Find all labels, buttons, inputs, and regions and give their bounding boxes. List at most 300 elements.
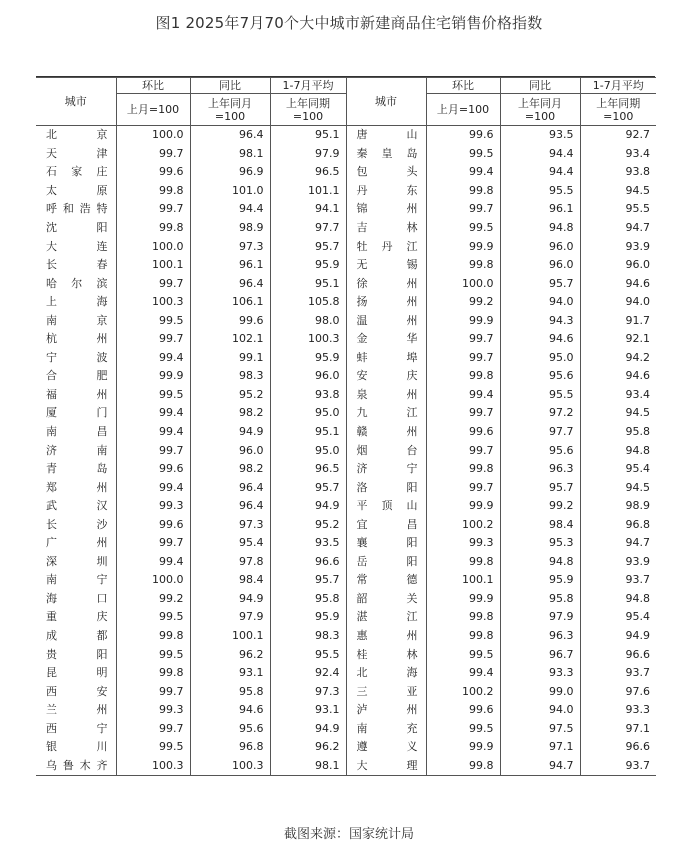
ytd-avg-index-value: 96.5 xyxy=(270,163,346,182)
yoy-index-value: 95.7 xyxy=(500,478,580,497)
ytd-avg-index-value: 95.0 xyxy=(270,441,346,460)
header-avg-right: 1-7月平均 xyxy=(580,78,656,94)
source-caption: 截图来源：国家统计局 xyxy=(283,827,414,842)
yoy-index-value: 94.6 xyxy=(500,330,580,349)
city-name: 南昌 xyxy=(46,425,108,439)
table-row xyxy=(36,590,656,609)
city-name: 宜昌 xyxy=(346,515,426,534)
city-name: 南京 xyxy=(46,313,108,327)
mom-index-value: 99.8 xyxy=(426,460,500,479)
ytd-avg-index-value: 94.7 xyxy=(580,219,656,238)
ytd-avg-index-value: 95.7 xyxy=(270,571,346,590)
table-row xyxy=(36,256,656,275)
yoy-index-value: 96.0 xyxy=(500,256,580,275)
ytd-avg-index-value: 98.0 xyxy=(270,311,346,330)
city-name: 徐州 xyxy=(346,274,426,293)
table-row xyxy=(36,738,656,757)
yoy-index-value: 98.9 xyxy=(190,219,270,238)
yoy-index-value: 94.9 xyxy=(190,590,270,609)
mom-index-value: 99.8 xyxy=(426,757,500,776)
yoy-index-value: 94.9 xyxy=(190,423,270,442)
yoy-index-value: 101.0 xyxy=(190,182,270,201)
mom-index-value: 99.4 xyxy=(426,163,500,182)
ytd-avg-index-value: 96.0 xyxy=(270,367,346,386)
yoy-index-value: 93.3 xyxy=(500,664,580,683)
yoy-index-value: 94.0 xyxy=(500,701,580,720)
mom-index-value: 99.7 xyxy=(426,441,500,460)
city-name: 常德 xyxy=(346,571,426,590)
yoy-index-value: 96.3 xyxy=(500,627,580,646)
subheader-avg-right: 上年同期=100 xyxy=(580,94,656,126)
table-row xyxy=(36,182,656,201)
ytd-avg-index-value: 95.8 xyxy=(580,423,656,442)
yoy-index-value: 100.3 xyxy=(190,757,270,776)
ytd-avg-index-value: 94.5 xyxy=(580,478,656,497)
ytd-avg-index-value: 97.1 xyxy=(580,720,656,739)
subheader-tongbi-right: 上年同月=100 xyxy=(500,94,580,126)
city-name: 无锡 xyxy=(346,256,426,275)
table-row xyxy=(36,349,656,368)
city-name: 深圳 xyxy=(46,554,108,568)
header-city-right: 城市 xyxy=(346,78,426,126)
mom-index-value: 99.7 xyxy=(116,145,190,164)
mom-index-value: 99.7 xyxy=(426,330,500,349)
city-name: 厦门 xyxy=(46,406,108,420)
ytd-avg-index-value: 96.6 xyxy=(580,645,656,664)
mom-index-value: 99.3 xyxy=(426,534,500,553)
mom-index-value: 99.7 xyxy=(116,441,190,460)
city-name: 广州 xyxy=(46,536,108,550)
mom-index-value: 99.2 xyxy=(116,590,190,609)
ytd-avg-index-value: 96.0 xyxy=(580,256,656,275)
city-name: 上海 xyxy=(46,295,108,309)
mom-index-value: 99.4 xyxy=(116,349,190,368)
ytd-avg-index-value: 98.3 xyxy=(270,627,346,646)
ytd-avg-index-value: 93.8 xyxy=(580,163,656,182)
mom-index-value: 100.0 xyxy=(426,274,500,293)
city-name: 扬州 xyxy=(346,293,426,312)
ytd-avg-index-value: 94.0 xyxy=(580,293,656,312)
city-name: 泉州 xyxy=(346,386,426,405)
table-row xyxy=(36,757,656,776)
mom-index-value: 99.5 xyxy=(116,386,190,405)
page-title: 图1 2025年7月70个大中城市新建商品住宅销售价格指数 xyxy=(155,14,543,32)
table-row xyxy=(36,200,656,219)
yoy-index-value: 99.2 xyxy=(500,497,580,516)
mom-index-value: 100.1 xyxy=(426,571,500,590)
yoy-index-value: 97.2 xyxy=(500,404,580,423)
mom-index-value: 99.4 xyxy=(116,478,190,497)
city-name: 南充 xyxy=(346,720,426,739)
ytd-avg-index-value: 94.5 xyxy=(580,404,656,423)
table-row xyxy=(36,441,656,460)
table-row xyxy=(36,367,656,386)
yoy-index-value: 98.4 xyxy=(190,571,270,590)
ytd-avg-index-value: 95.1 xyxy=(270,274,346,293)
city-name: 天津 xyxy=(46,146,108,160)
mom-index-value: 99.4 xyxy=(116,404,190,423)
mom-index-value: 99.7 xyxy=(116,720,190,739)
yoy-index-value: 94.8 xyxy=(500,553,580,572)
ytd-avg-index-value: 94.5 xyxy=(580,182,656,201)
mom-index-value: 99.7 xyxy=(426,349,500,368)
ytd-avg-index-value: 95.1 xyxy=(270,423,346,442)
mom-index-value: 99.8 xyxy=(426,608,500,627)
city-name: 长沙 xyxy=(46,517,108,531)
mom-index-value: 99.6 xyxy=(426,701,500,720)
city-name: 惠州 xyxy=(346,627,426,646)
city-name: 哈尔滨 xyxy=(46,276,108,290)
ytd-avg-index-value: 100.3 xyxy=(270,330,346,349)
yoy-index-value: 96.7 xyxy=(500,645,580,664)
yoy-index-value: 99.0 xyxy=(500,682,580,701)
yoy-index-value: 94.4 xyxy=(500,145,580,164)
city-name: 杭州 xyxy=(46,332,108,346)
yoy-index-value: 95.6 xyxy=(500,367,580,386)
table-header xyxy=(36,78,656,126)
mom-index-value: 99.7 xyxy=(426,200,500,219)
ytd-avg-index-value: 95.9 xyxy=(270,349,346,368)
table-row xyxy=(36,423,656,442)
table-row xyxy=(36,627,656,646)
city-name: 西宁 xyxy=(46,721,108,735)
yoy-index-value: 97.1 xyxy=(500,738,580,757)
city-name: 包头 xyxy=(346,163,426,182)
mom-index-value: 99.9 xyxy=(116,367,190,386)
table-row xyxy=(36,126,656,145)
header-tongbi-left: 同比 xyxy=(190,78,270,94)
ytd-avg-index-value: 93.7 xyxy=(580,664,656,683)
mom-index-value: 99.5 xyxy=(426,145,500,164)
mom-index-value: 99.8 xyxy=(116,627,190,646)
city-name: 贵阳 xyxy=(46,647,108,661)
ytd-avg-index-value: 95.7 xyxy=(270,478,346,497)
city-name: 泸州 xyxy=(346,701,426,720)
ytd-avg-index-value: 93.8 xyxy=(270,386,346,405)
yoy-index-value: 96.1 xyxy=(190,256,270,275)
yoy-index-value: 96.9 xyxy=(190,163,270,182)
yoy-index-value: 96.3 xyxy=(500,460,580,479)
ytd-avg-index-value: 98.1 xyxy=(270,757,346,776)
yoy-index-value: 95.5 xyxy=(500,386,580,405)
city-name: 武汉 xyxy=(46,499,108,513)
city-name: 银川 xyxy=(46,740,108,754)
mom-index-value: 99.8 xyxy=(116,664,190,683)
yoy-index-value: 95.3 xyxy=(500,534,580,553)
ytd-avg-index-value: 105.8 xyxy=(270,293,346,312)
mom-index-value: 100.1 xyxy=(116,256,190,275)
mom-index-value: 99.8 xyxy=(116,182,190,201)
yoy-index-value: 98.2 xyxy=(190,460,270,479)
yoy-index-value: 94.8 xyxy=(500,219,580,238)
yoy-index-value: 96.8 xyxy=(190,738,270,757)
yoy-index-value: 97.3 xyxy=(190,237,270,256)
city-name: 宁波 xyxy=(46,350,108,364)
mom-index-value: 99.5 xyxy=(116,738,190,757)
city-name: 长春 xyxy=(46,258,108,272)
ytd-avg-index-value: 96.5 xyxy=(270,460,346,479)
ytd-avg-index-value: 94.7 xyxy=(580,534,656,553)
mom-index-value: 99.7 xyxy=(116,682,190,701)
header-city-left: 城市 xyxy=(36,78,116,126)
mom-index-value: 99.9 xyxy=(426,738,500,757)
ytd-avg-index-value: 95.7 xyxy=(270,237,346,256)
mom-index-value: 100.2 xyxy=(426,682,500,701)
yoy-index-value: 97.9 xyxy=(190,608,270,627)
yoy-index-value: 97.7 xyxy=(500,423,580,442)
yoy-index-value: 97.8 xyxy=(190,553,270,572)
ytd-avg-index-value: 98.9 xyxy=(580,497,656,516)
yoy-index-value: 95.5 xyxy=(500,182,580,201)
city-name: 大连 xyxy=(46,239,108,253)
table-row xyxy=(36,701,656,720)
table-row xyxy=(36,274,656,293)
yoy-index-value: 95.2 xyxy=(190,386,270,405)
city-name: 海口 xyxy=(46,591,108,605)
ytd-avg-index-value: 95.5 xyxy=(270,645,346,664)
city-name: 九江 xyxy=(346,404,426,423)
table-row xyxy=(36,571,656,590)
mom-index-value: 99.6 xyxy=(116,460,190,479)
yoy-index-value: 94.4 xyxy=(190,200,270,219)
mom-index-value: 99.9 xyxy=(426,590,500,609)
city-name: 洛阳 xyxy=(346,478,426,497)
ytd-avg-index-value: 92.7 xyxy=(580,126,656,145)
header-tongbi-right: 同比 xyxy=(500,78,580,94)
mom-index-value: 99.8 xyxy=(426,182,500,201)
ytd-avg-index-value: 94.6 xyxy=(580,274,656,293)
city-name: 安庆 xyxy=(346,367,426,386)
subheader-avg-left: 上年同期=100 xyxy=(270,94,346,126)
ytd-avg-index-value: 93.1 xyxy=(270,701,346,720)
table-row xyxy=(36,330,656,349)
mom-index-value: 99.5 xyxy=(116,311,190,330)
mom-index-value: 99.3 xyxy=(116,701,190,720)
city-name: 三亚 xyxy=(346,682,426,701)
ytd-avg-index-value: 94.2 xyxy=(580,349,656,368)
ytd-avg-index-value: 95.1 xyxy=(270,126,346,145)
mom-index-value: 99.9 xyxy=(426,237,500,256)
ytd-avg-index-value: 95.8 xyxy=(270,590,346,609)
table-row xyxy=(36,237,656,256)
city-name: 合肥 xyxy=(46,369,108,383)
yoy-index-value: 96.4 xyxy=(190,478,270,497)
city-name: 重庆 xyxy=(46,610,108,624)
ytd-avg-index-value: 97.9 xyxy=(270,145,346,164)
yoy-index-value: 98.3 xyxy=(190,367,270,386)
city-name: 北海 xyxy=(346,664,426,683)
yoy-index-value: 94.4 xyxy=(500,163,580,182)
ytd-avg-index-value: 94.6 xyxy=(580,367,656,386)
mom-index-value: 99.3 xyxy=(116,497,190,516)
city-name: 蚌埠 xyxy=(346,349,426,368)
city-name: 福州 xyxy=(46,387,108,401)
yoy-index-value: 97.5 xyxy=(500,720,580,739)
ytd-avg-index-value: 95.4 xyxy=(580,608,656,627)
mom-index-value: 99.8 xyxy=(426,627,500,646)
yoy-index-value: 98.4 xyxy=(500,515,580,534)
yoy-index-value: 94.7 xyxy=(500,757,580,776)
ytd-avg-index-value: 93.5 xyxy=(270,534,346,553)
city-name: 吉林 xyxy=(346,219,426,238)
ytd-avg-index-value: 93.7 xyxy=(580,757,656,776)
table-row xyxy=(36,404,656,423)
city-name: 温州 xyxy=(346,311,426,330)
yoy-index-value: 95.4 xyxy=(190,534,270,553)
city-name: 呼和浩特 xyxy=(46,202,108,216)
ytd-avg-index-value: 94.9 xyxy=(580,627,656,646)
yoy-index-value: 95.8 xyxy=(500,590,580,609)
yoy-index-value: 98.1 xyxy=(190,145,270,164)
ytd-avg-index-value: 96.2 xyxy=(270,738,346,757)
table-row xyxy=(36,163,656,182)
ytd-avg-index-value: 97.3 xyxy=(270,682,346,701)
city-name: 济宁 xyxy=(346,460,426,479)
table-row xyxy=(36,534,656,553)
mom-index-value: 99.5 xyxy=(116,608,190,627)
mom-index-value: 99.7 xyxy=(116,534,190,553)
ytd-avg-index-value: 92.4 xyxy=(270,664,346,683)
city-name: 石家庄 xyxy=(46,165,108,179)
city-name: 唐山 xyxy=(346,126,426,145)
subheader-huanbi-left: 上月=100 xyxy=(116,94,190,126)
city-name: 沈阳 xyxy=(46,221,108,234)
mom-index-value: 99.5 xyxy=(116,645,190,664)
price-index-table xyxy=(36,77,656,776)
yoy-index-value: 94.6 xyxy=(190,701,270,720)
header-huanbi-right: 环比 xyxy=(426,78,500,94)
city-name: 济南 xyxy=(46,443,108,457)
ytd-avg-index-value: 101.1 xyxy=(270,182,346,201)
header-avg-left: 1-7月平均 xyxy=(270,78,346,94)
city-name: 岳阳 xyxy=(346,553,426,572)
table-body xyxy=(36,126,656,776)
mom-index-value: 99.8 xyxy=(426,553,500,572)
yoy-index-value: 96.1 xyxy=(500,200,580,219)
mom-index-value: 99.4 xyxy=(116,553,190,572)
yoy-index-value: 96.4 xyxy=(190,126,270,145)
ytd-avg-index-value: 95.0 xyxy=(270,404,346,423)
ytd-avg-index-value: 95.9 xyxy=(270,256,346,275)
subheader-tongbi-left: 上年同月=100 xyxy=(190,94,270,126)
table-row xyxy=(36,553,656,572)
city-name: 兰州 xyxy=(46,703,108,717)
table-row xyxy=(36,460,656,479)
ytd-avg-index-value: 96.6 xyxy=(580,738,656,757)
table-row xyxy=(36,311,656,330)
ytd-avg-index-value: 95.9 xyxy=(270,608,346,627)
city-name: 郑州 xyxy=(46,480,108,494)
mom-index-value: 100.0 xyxy=(116,126,190,145)
mom-index-value: 99.7 xyxy=(116,274,190,293)
ytd-avg-index-value: 93.7 xyxy=(580,571,656,590)
table-row xyxy=(36,386,656,405)
mom-index-value: 99.7 xyxy=(426,404,500,423)
mom-index-value: 99.4 xyxy=(116,423,190,442)
ytd-avg-index-value: 94.1 xyxy=(270,200,346,219)
ytd-avg-index-value: 93.3 xyxy=(580,701,656,720)
ytd-avg-index-value: 97.6 xyxy=(580,682,656,701)
table-row xyxy=(36,664,656,683)
table-row xyxy=(36,720,656,739)
mom-index-value: 99.7 xyxy=(116,330,190,349)
yoy-index-value: 94.0 xyxy=(500,293,580,312)
ytd-avg-index-value: 93.9 xyxy=(580,553,656,572)
yoy-index-value: 95.7 xyxy=(500,274,580,293)
mom-index-value: 99.6 xyxy=(426,423,500,442)
city-name: 牡丹江 xyxy=(346,237,426,256)
city-name: 湛江 xyxy=(346,608,426,627)
yoy-index-value: 99.6 xyxy=(190,311,270,330)
city-name: 赣州 xyxy=(346,423,426,442)
ytd-avg-index-value: 95.2 xyxy=(270,515,346,534)
mom-index-value: 100.0 xyxy=(116,237,190,256)
city-name: 烟台 xyxy=(346,441,426,460)
yoy-index-value: 95.0 xyxy=(500,349,580,368)
city-name: 太原 xyxy=(46,183,108,197)
city-name: 丹东 xyxy=(346,182,426,201)
mom-index-value: 99.6 xyxy=(116,163,190,182)
table-row xyxy=(36,682,656,701)
table-row xyxy=(36,515,656,534)
mom-index-value: 99.4 xyxy=(426,386,500,405)
yoy-index-value: 102.1 xyxy=(190,330,270,349)
yoy-index-value: 96.0 xyxy=(190,441,270,460)
yoy-index-value: 95.9 xyxy=(500,571,580,590)
mom-index-value: 100.3 xyxy=(116,293,190,312)
city-name: 南宁 xyxy=(46,573,108,587)
ytd-avg-index-value: 96.6 xyxy=(270,553,346,572)
ytd-avg-index-value: 95.4 xyxy=(580,460,656,479)
city-name: 遵义 xyxy=(346,738,426,757)
city-name: 北京 xyxy=(46,128,108,142)
city-name: 昆明 xyxy=(46,666,108,680)
city-name: 韶关 xyxy=(346,590,426,609)
mom-index-value: 99.5 xyxy=(426,219,500,238)
yoy-index-value: 96.0 xyxy=(500,237,580,256)
ytd-avg-index-value: 94.9 xyxy=(270,497,346,516)
ytd-avg-index-value: 94.9 xyxy=(270,720,346,739)
ytd-avg-index-value: 96.8 xyxy=(580,515,656,534)
city-name: 秦皇岛 xyxy=(346,145,426,164)
yoy-index-value: 97.9 xyxy=(500,608,580,627)
table-row xyxy=(36,219,656,238)
yoy-index-value: 96.2 xyxy=(190,645,270,664)
city-name: 平顶山 xyxy=(346,497,426,516)
yoy-index-value: 95.8 xyxy=(190,682,270,701)
ytd-avg-index-value: 91.7 xyxy=(580,311,656,330)
mom-index-value: 99.5 xyxy=(426,645,500,664)
mom-index-value: 99.9 xyxy=(426,311,500,330)
yoy-index-value: 96.4 xyxy=(190,274,270,293)
yoy-index-value: 96.4 xyxy=(190,497,270,516)
table-row xyxy=(36,497,656,516)
yoy-index-value: 98.2 xyxy=(190,404,270,423)
city-name: 大理 xyxy=(346,757,426,776)
yoy-index-value: 95.6 xyxy=(190,720,270,739)
city-name: 乌鲁木齐 xyxy=(36,757,116,776)
city-name: 青岛 xyxy=(46,462,108,476)
mom-index-value: 99.8 xyxy=(426,367,500,386)
table-row xyxy=(36,645,656,664)
city-name: 西安 xyxy=(46,684,108,698)
mom-index-value: 99.4 xyxy=(426,664,500,683)
yoy-index-value: 97.3 xyxy=(190,515,270,534)
mom-index-value: 99.8 xyxy=(116,219,190,238)
mom-index-value: 100.0 xyxy=(116,571,190,590)
ytd-avg-index-value: 94.8 xyxy=(580,590,656,609)
yoy-index-value: 93.5 xyxy=(500,126,580,145)
